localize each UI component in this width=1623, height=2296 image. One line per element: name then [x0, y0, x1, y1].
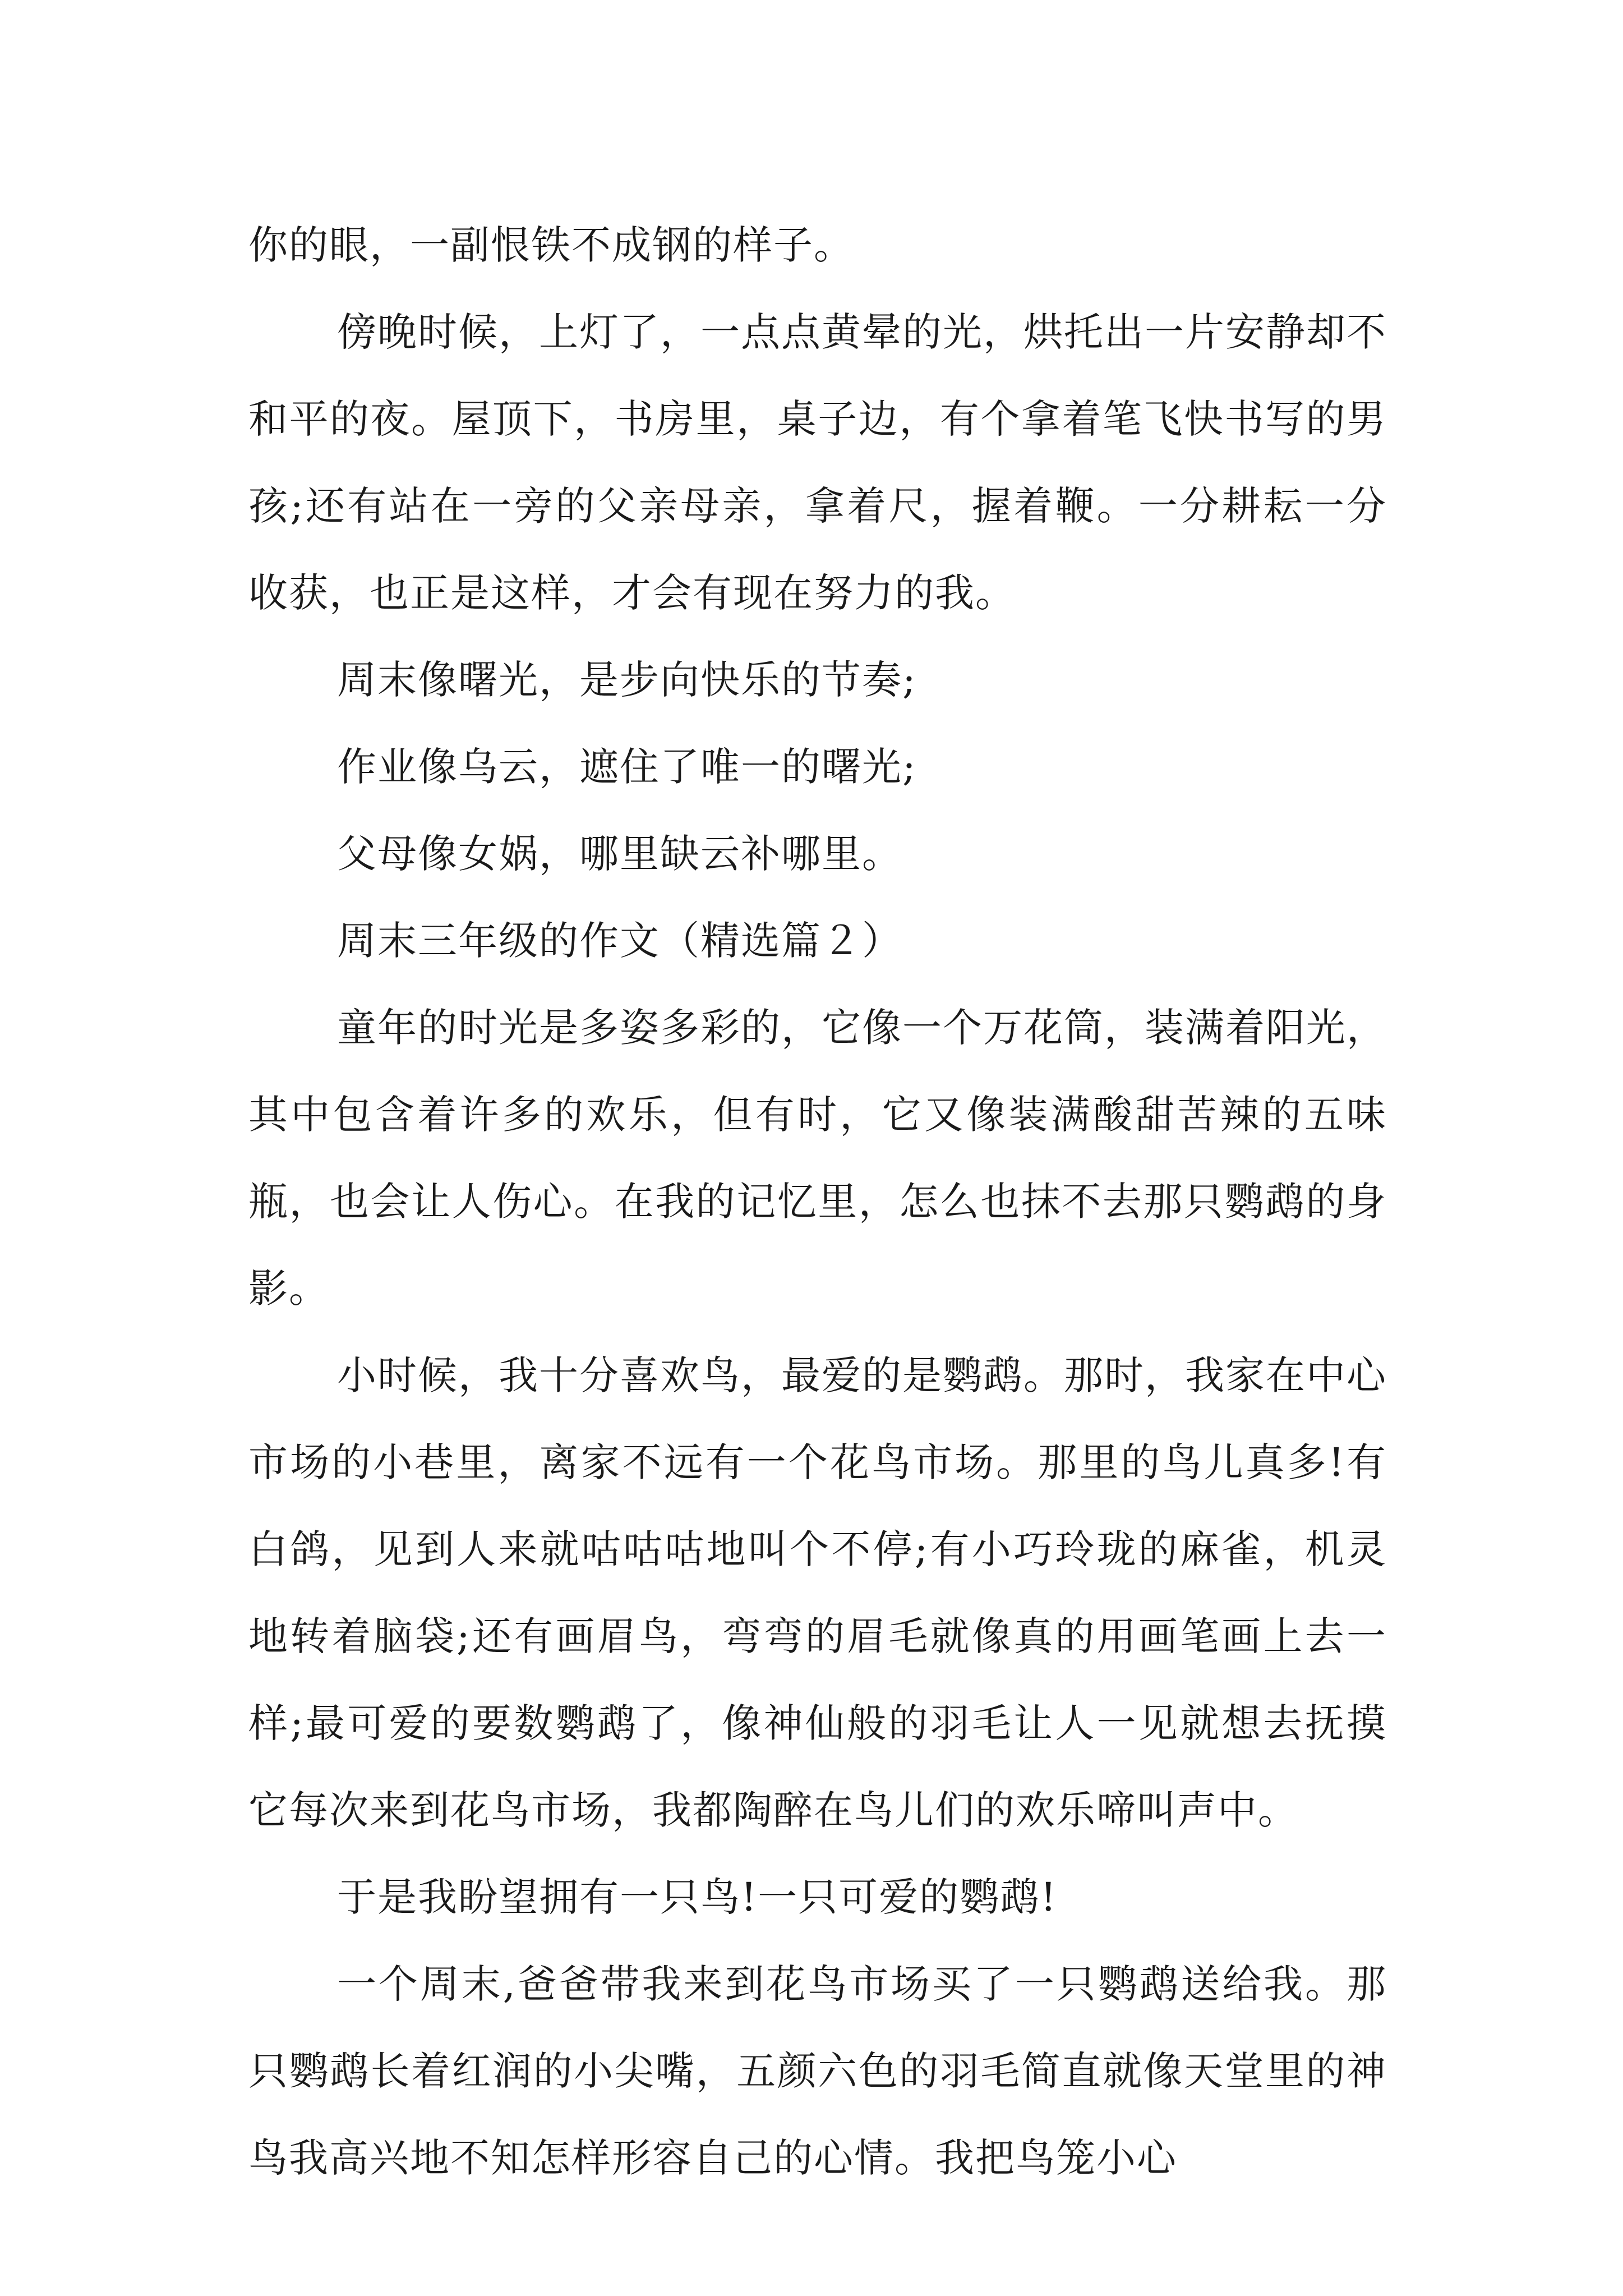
paragraph-4: 作业像乌云，遮住了唯一的曙光;: [337, 744, 917, 790]
paragraph-8: 于是我盼望拥有一只鸟!一只可爱的鹦鹉!: [337, 1874, 1058, 1920]
paragraph-3: 周末像曙光，是步向快乐的节奏;: [337, 657, 917, 703]
paragraph-5: 父母像女娲，哪里缺云补哪里。: [337, 831, 902, 877]
paragraph-1: 你的眼，一副恨铁不成钢的样子。: [248, 222, 854, 268]
section-heading: 周末三年级的作文（精选篇２）: [337, 918, 902, 964]
document-body: [248, 202, 1387, 2202]
paragraph-7: 小时候，我十分喜欢鸟，最爱的是鹦鹉。那时，我家在中心市场的小巷里，离家不远有一个花鸟市场。那里的鸟儿真多!有白鸽，见到人来就咕咕咕地叫个不停;有小巧玲珑的麻雀，机灵地转着脑袋;还有画眉鸟，弯弯的眉毛就像真的用画笔画上去一样;最可爱的要数鹦鹉了，像神仙般的羽毛让人一见就想去抚摸它每次来到花鸟市场，我都陶醉在鸟儿们的欢乐啼叫声中。: [248, 1352, 1387, 1833]
paragraph-2: 傍晚时候，上灯了，一点点黄晕的光，烘托出一片安静却不和平的夜。屋顶下，书房里，桌子边，有个拿着笔飞快书写的男孩;还有站在一旁的父亲母亲，拿着尺，握着鞭。一分耕耘一分收获，也正是这样，才会有现在努力的我。: [248, 309, 1387, 616]
paragraph-9: 一个周末,爸爸带我来到花鸟市场买了一只鹦鹉送给我。那只鹦鹉长着红润的小尖嘴，五颜六色的羽毛简直就像天堂里的神鸟我高兴地不知怎样形容自己的心情。我把鸟笼小心: [248, 1961, 1387, 2181]
paragraph-6: 童年的时光是多姿多彩的，它像一个万花筒，装满着阳光，其中包含着许多的欢乐，但有时，它又像装满酸甜苦辣的五味瓶，也会让人伤心。在我的记忆里，怎么也抹不去那只鹦鹉的身影。: [248, 1005, 1387, 1312]
